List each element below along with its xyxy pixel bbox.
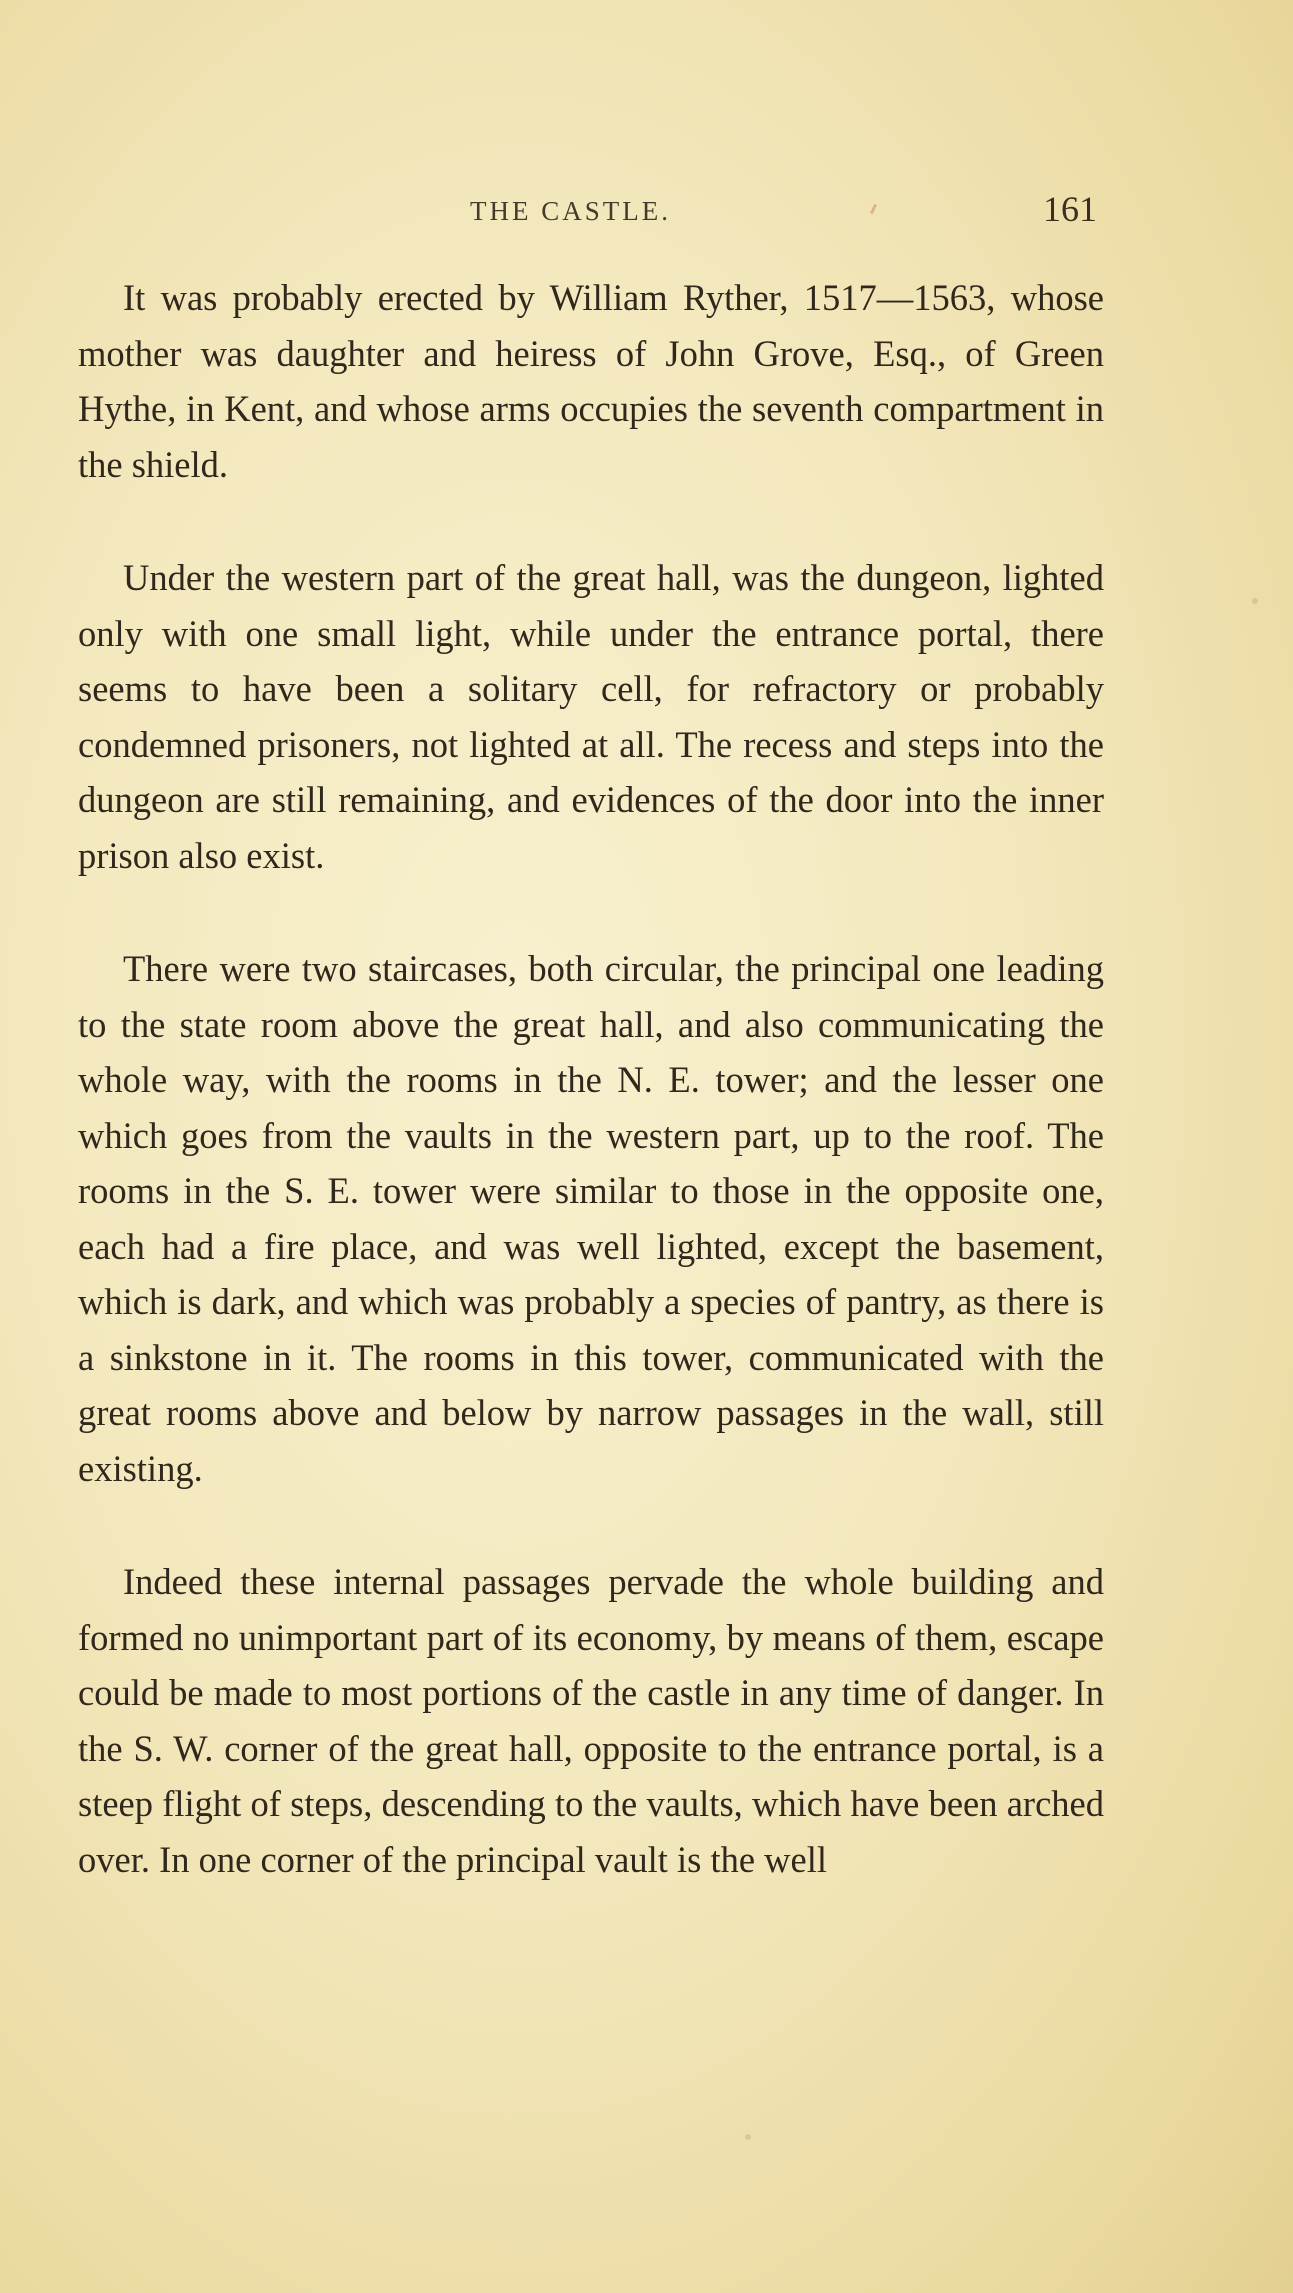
- body-text: [78, 270, 1104, 1945]
- paragraph: There were two staircases, both circular, the principal one leading to the state room above the great hall, and also communicating the whole way, with the rooms in the N. E. tower; and the lesser one which goes from the vaults in the western part, up to the roof. The rooms in the S. E. tower were similar to those in the opposite one, each had a fire place, and was well lighted, except the basement, which is dark, and which was probably a species of pantry, as there is a sinkstone in it. The rooms in this tower, communicated with the great rooms above and below by narrow passages in the wall, still existing.: [78, 948, 1104, 1489]
- paragraph: Indeed these internal passages pervade the whole building and formed no unimportant part of its economy, by means of them, escape could be made to most portions of the castle in any time of danger. In the S. W. corner of the great hall, opposite to the entrance portal, is a steep flight of steps, descending to the vaults, which have been arched over. In one corner of the principal vault is the well: [78, 1561, 1104, 1880]
- running-head: [0, 188, 1293, 248]
- running-head-title: THE CASTLE.: [470, 196, 671, 226]
- ink-mark: [870, 204, 877, 214]
- paper-speck: [1252, 598, 1258, 604]
- paragraph: It was probably erected by William Ryther, 1517—1563, whose mother was daughter and heiress of John Grove, Esq., of Green Hythe, in Kent, and whose arms occupies the seventh compartment in the shield.: [78, 277, 1104, 485]
- page-number: 161: [1043, 189, 1097, 229]
- paper-speck: [745, 2134, 751, 2140]
- paragraph: Under the western part of the great hall, was the dungeon, lighted only with one small light, while under the entrance portal, there seems to have been a solitary cell, for refractory or probably condemned prisoners, not lighted at all. The recess and steps into the dungeon are still remaining, and evidences of the door into the inner prison also exist.: [78, 557, 1104, 876]
